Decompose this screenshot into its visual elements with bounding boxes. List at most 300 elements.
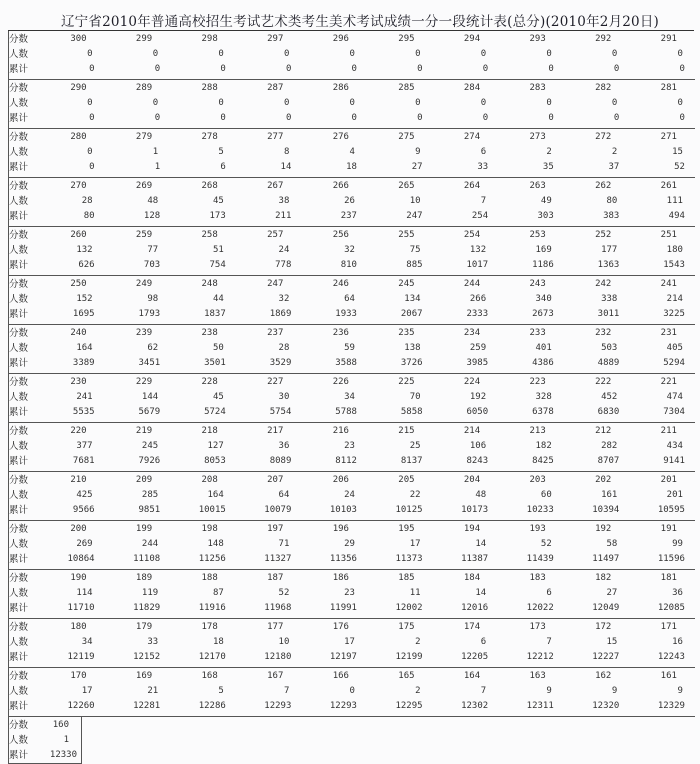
score-column bbox=[170, 178, 236, 226]
score-column bbox=[170, 325, 236, 373]
cum-value: 6830 bbox=[597, 407, 620, 417]
score-column bbox=[629, 80, 695, 128]
score-value: 297 bbox=[267, 34, 284, 44]
score-column bbox=[170, 668, 236, 716]
count-value: 1 bbox=[63, 735, 69, 745]
cum-value: 9141 bbox=[663, 456, 685, 466]
cum-value: 0 bbox=[417, 64, 423, 74]
score-column bbox=[301, 374, 367, 422]
score-column bbox=[564, 276, 630, 324]
row-label-count: 人数 bbox=[9, 49, 29, 60]
count-value: 6 bbox=[546, 588, 552, 598]
row-label-score: 分数 bbox=[9, 671, 29, 682]
score-value: 184 bbox=[463, 573, 481, 583]
count-value: 18 bbox=[212, 637, 224, 647]
score-value: 268 bbox=[201, 181, 218, 191]
row-label-count: 人数 bbox=[9, 392, 29, 403]
cum-value: 254 bbox=[471, 211, 489, 221]
score-value: 250 bbox=[70, 279, 87, 289]
cum-value: 12049 bbox=[592, 603, 620, 613]
score-column bbox=[564, 423, 630, 471]
cum-value: 626 bbox=[78, 260, 95, 270]
row-label-count: 人数 bbox=[9, 490, 29, 501]
cum-value: 128 bbox=[143, 211, 161, 221]
count-value: 64 bbox=[344, 294, 355, 304]
cum-value: 754 bbox=[209, 260, 226, 270]
score-column bbox=[236, 80, 302, 128]
count-value: 5 bbox=[218, 686, 224, 696]
count-value: 9 bbox=[415, 147, 421, 157]
score-value: 273 bbox=[529, 132, 546, 142]
cum-value: 5788 bbox=[335, 407, 357, 417]
score-value: 281 bbox=[660, 83, 677, 93]
score-value: 256 bbox=[332, 230, 349, 240]
score-column bbox=[39, 619, 105, 667]
score-column bbox=[236, 619, 302, 667]
row-label-cum: 累计 bbox=[9, 260, 29, 271]
score-value: 205 bbox=[398, 475, 415, 485]
score-value: 199 bbox=[135, 524, 153, 534]
score-value: 299 bbox=[135, 34, 153, 44]
score-value: 239 bbox=[135, 328, 153, 338]
score-column bbox=[105, 668, 171, 716]
cum-value: 0 bbox=[220, 113, 226, 123]
score-value: 286 bbox=[332, 83, 349, 93]
score-value: 274 bbox=[463, 132, 481, 142]
score-column bbox=[170, 80, 236, 128]
score-column bbox=[498, 80, 564, 128]
score-column bbox=[301, 31, 367, 79]
cum-value: 3726 bbox=[400, 358, 423, 368]
score-value: 254 bbox=[463, 230, 481, 240]
cum-value: 11108 bbox=[133, 554, 161, 564]
cum-value: 11373 bbox=[395, 554, 423, 564]
score-column bbox=[498, 570, 564, 618]
count-value: 60 bbox=[540, 490, 552, 500]
score-column bbox=[301, 129, 367, 177]
score-column bbox=[629, 276, 695, 324]
score-block bbox=[9, 423, 695, 472]
score-column bbox=[39, 80, 105, 128]
count-value: 11 bbox=[409, 588, 421, 598]
cum-value: 2333 bbox=[466, 309, 489, 319]
row-label-cum: 累计 bbox=[9, 162, 29, 173]
count-value: 32 bbox=[344, 245, 355, 255]
cum-value: 3985 bbox=[466, 358, 489, 368]
count-value: 266 bbox=[469, 294, 487, 304]
count-value: 70 bbox=[409, 392, 421, 402]
cum-value: 27 bbox=[411, 162, 423, 172]
count-value: 0 bbox=[677, 49, 683, 59]
count-value: 282 bbox=[601, 441, 618, 451]
count-value: 17 bbox=[81, 686, 93, 696]
count-value: 434 bbox=[666, 441, 683, 451]
cum-value: 5679 bbox=[138, 407, 161, 417]
score-value: 277 bbox=[267, 132, 284, 142]
cum-value: 1017 bbox=[466, 260, 489, 270]
cum-value: 35 bbox=[542, 162, 554, 172]
cum-value: 10233 bbox=[526, 505, 554, 515]
score-value: 180 bbox=[70, 622, 87, 632]
count-value: 8 bbox=[283, 147, 290, 157]
score-column bbox=[367, 31, 433, 79]
score-value: 196 bbox=[332, 524, 349, 534]
count-value: 48 bbox=[147, 196, 159, 206]
count-value: 34 bbox=[81, 637, 93, 647]
cum-value: 3389 bbox=[72, 358, 95, 368]
score-value: 176 bbox=[332, 622, 349, 632]
score-column bbox=[236, 129, 302, 177]
cum-value: 12016 bbox=[461, 603, 489, 613]
score-value: 161 bbox=[660, 671, 677, 681]
cum-value: 12227 bbox=[592, 652, 620, 662]
score-column bbox=[629, 178, 695, 226]
score-value: 300 bbox=[70, 34, 87, 44]
score-block bbox=[9, 619, 695, 668]
count-value: 201 bbox=[666, 490, 683, 500]
score-value: 245 bbox=[398, 279, 415, 289]
count-value: 138 bbox=[404, 343, 421, 353]
score-column bbox=[39, 178, 105, 226]
count-value: 161 bbox=[601, 490, 618, 500]
score-column bbox=[498, 472, 564, 520]
score-value: 241 bbox=[660, 279, 677, 289]
score-column bbox=[105, 227, 171, 275]
count-value: 28 bbox=[278, 343, 290, 353]
score-value: 295 bbox=[398, 34, 415, 44]
score-value: 220 bbox=[70, 426, 87, 436]
count-value: 23 bbox=[344, 588, 355, 598]
row-label-cum: 累计 bbox=[9, 554, 29, 565]
count-value: 152 bbox=[76, 294, 93, 304]
row-label-cum: 累计 bbox=[9, 407, 29, 418]
row-label-cum: 累计 bbox=[9, 701, 29, 712]
count-value: 377 bbox=[76, 441, 93, 451]
score-value: 276 bbox=[332, 132, 349, 142]
score-column bbox=[564, 570, 630, 618]
score-value: 229 bbox=[135, 377, 153, 387]
row-labels bbox=[9, 178, 39, 226]
score-value: 265 bbox=[398, 181, 415, 191]
row-label-score: 分数 bbox=[9, 230, 29, 241]
row-label-count: 人数 bbox=[9, 245, 29, 256]
cum-value: 7304 bbox=[663, 407, 685, 417]
score-value: 194 bbox=[463, 524, 481, 534]
score-value: 172 bbox=[595, 622, 612, 632]
score-column bbox=[367, 129, 433, 177]
count-value: 405 bbox=[666, 343, 683, 353]
count-value: 164 bbox=[207, 490, 224, 500]
cum-value: 12293 bbox=[329, 701, 357, 711]
score-value: 214 bbox=[463, 426, 481, 436]
cum-value: 12205 bbox=[461, 652, 489, 662]
count-value: 58 bbox=[606, 539, 618, 549]
table-title: 辽宁省2010年普通高校招生考试艺术类考生美术考试成绩一分一段统计表(总分)(2010年2月20日) bbox=[60, 14, 660, 30]
score-value: 181 bbox=[660, 573, 677, 583]
score-column bbox=[367, 80, 433, 128]
count-value: 164 bbox=[76, 343, 93, 353]
row-labels bbox=[9, 472, 39, 520]
count-value: 0 bbox=[415, 98, 421, 108]
cum-value: 5294 bbox=[663, 358, 685, 368]
count-value: 50 bbox=[212, 343, 224, 353]
score-column bbox=[498, 276, 564, 324]
cum-value: 11439 bbox=[526, 554, 554, 564]
cum-value: 5858 bbox=[400, 407, 423, 417]
score-value: 278 bbox=[201, 132, 218, 142]
count-value: 1 bbox=[152, 147, 159, 157]
cum-value: 11916 bbox=[198, 603, 226, 613]
count-value: 0 bbox=[349, 49, 355, 59]
score-value: 167 bbox=[267, 671, 284, 681]
score-column bbox=[105, 374, 171, 422]
score-value: 221 bbox=[660, 377, 677, 387]
cum-value: 2067 bbox=[400, 309, 423, 319]
score-value: 226 bbox=[332, 377, 349, 387]
score-value: 228 bbox=[201, 377, 218, 387]
score-value: 287 bbox=[267, 83, 284, 93]
score-block bbox=[9, 325, 695, 374]
row-label-cum: 累计 bbox=[9, 211, 29, 222]
cum-value: 7926 bbox=[138, 456, 161, 466]
score-column bbox=[629, 374, 695, 422]
score-column bbox=[564, 472, 630, 520]
score-column bbox=[39, 472, 105, 520]
count-value: 51 bbox=[212, 245, 224, 255]
row-label-count: 人数 bbox=[9, 196, 29, 207]
score-column bbox=[433, 374, 499, 422]
cum-value: 6378 bbox=[532, 407, 554, 417]
count-value: 0 bbox=[87, 98, 93, 108]
cum-value: 173 bbox=[209, 211, 226, 221]
score-column bbox=[39, 374, 105, 422]
score-column bbox=[629, 325, 695, 373]
count-value: 259 bbox=[469, 343, 487, 353]
count-value: 36 bbox=[278, 441, 290, 451]
score-value: 169 bbox=[135, 671, 153, 681]
cum-value: 9566 bbox=[72, 505, 95, 515]
cum-value: 3529 bbox=[269, 358, 292, 368]
cum-value: 11991 bbox=[329, 603, 357, 613]
score-value: 209 bbox=[135, 475, 153, 485]
row-label-score: 分数 bbox=[9, 573, 29, 584]
score-column bbox=[39, 325, 105, 373]
count-value: 7 bbox=[283, 686, 290, 696]
count-value: 401 bbox=[535, 343, 552, 353]
row-label-score: 分数 bbox=[9, 475, 29, 486]
cum-value: 11327 bbox=[264, 554, 292, 564]
cum-value: 12085 bbox=[657, 603, 685, 613]
score-column bbox=[236, 472, 302, 520]
score-column bbox=[170, 570, 236, 618]
row-label-score: 分数 bbox=[9, 328, 29, 339]
row-labels bbox=[9, 619, 39, 667]
cum-value: 383 bbox=[603, 211, 620, 221]
count-value: 10 bbox=[409, 196, 421, 206]
score-value: 166 bbox=[332, 671, 349, 681]
cum-value: 0 bbox=[548, 64, 554, 74]
score-value: 266 bbox=[332, 181, 349, 191]
score-column bbox=[498, 31, 564, 79]
count-value: 9 bbox=[677, 686, 683, 696]
score-column bbox=[629, 227, 695, 275]
score-value: 200 bbox=[70, 524, 87, 534]
count-value: 0 bbox=[283, 98, 290, 108]
count-value: 16 bbox=[672, 637, 683, 647]
count-value: 192 bbox=[469, 392, 487, 402]
cum-value: 0 bbox=[89, 162, 95, 172]
score-value: 168 bbox=[201, 671, 218, 681]
count-value: 144 bbox=[141, 392, 159, 402]
score-value: 183 bbox=[529, 573, 546, 583]
count-value: 49 bbox=[540, 196, 552, 206]
cum-value: 12152 bbox=[133, 652, 161, 662]
count-value: 32 bbox=[278, 294, 290, 304]
score-value: 271 bbox=[660, 132, 677, 142]
score-column bbox=[564, 31, 630, 79]
count-value: 52 bbox=[278, 588, 290, 598]
score-value: 234 bbox=[463, 328, 481, 338]
row-label-cum: 累计 bbox=[9, 652, 29, 663]
count-value: 0 bbox=[218, 49, 224, 59]
cum-value: 0 bbox=[285, 113, 292, 123]
score-column bbox=[39, 227, 105, 275]
score-value: 198 bbox=[201, 524, 218, 534]
count-value: 182 bbox=[535, 441, 552, 451]
cum-value: 8089 bbox=[269, 456, 292, 466]
score-value: 293 bbox=[529, 34, 546, 44]
cum-value: 12330 bbox=[49, 750, 77, 760]
cum-value: 12311 bbox=[526, 701, 554, 711]
score-column bbox=[564, 227, 630, 275]
cum-value: 0 bbox=[417, 113, 423, 123]
score-column bbox=[236, 423, 302, 471]
row-labels bbox=[9, 521, 39, 569]
score-column bbox=[170, 276, 236, 324]
cum-value: 12302 bbox=[461, 701, 489, 711]
score-block bbox=[9, 374, 695, 423]
count-value: 134 bbox=[404, 294, 421, 304]
score-value: 283 bbox=[529, 83, 546, 93]
row-labels bbox=[9, 80, 39, 128]
score-value: 292 bbox=[595, 34, 612, 44]
count-value: 62 bbox=[147, 343, 159, 353]
count-value: 285 bbox=[141, 490, 159, 500]
count-value: 340 bbox=[535, 294, 552, 304]
count-value: 64 bbox=[278, 490, 290, 500]
score-value: 294 bbox=[463, 34, 481, 44]
score-column bbox=[498, 668, 564, 716]
score-column bbox=[170, 374, 236, 422]
cum-value: 10173 bbox=[461, 505, 489, 515]
count-value: 2 bbox=[415, 637, 421, 647]
score-column bbox=[236, 276, 302, 324]
count-value: 452 bbox=[601, 392, 618, 402]
score-value: 160 bbox=[52, 720, 69, 730]
count-value: 7 bbox=[480, 196, 487, 206]
count-value: 214 bbox=[666, 294, 683, 304]
count-value: 44 bbox=[212, 294, 224, 304]
score-value: 263 bbox=[529, 181, 546, 191]
cum-value: 3451 bbox=[138, 358, 161, 368]
row-label-cum: 累计 bbox=[9, 750, 29, 761]
score-value: 247 bbox=[267, 279, 284, 289]
cum-value: 12295 bbox=[395, 701, 423, 711]
row-labels bbox=[9, 668, 39, 716]
score-column bbox=[105, 423, 171, 471]
score-column bbox=[236, 325, 302, 373]
score-column bbox=[564, 668, 630, 716]
count-value: 244 bbox=[141, 539, 159, 549]
cum-value: 11968 bbox=[264, 603, 292, 613]
score-value: 203 bbox=[529, 475, 546, 485]
count-value: 0 bbox=[87, 147, 93, 157]
row-label-cum: 累计 bbox=[9, 309, 29, 320]
cum-value: 12180 bbox=[264, 652, 292, 662]
cum-value: 80 bbox=[83, 211, 95, 221]
score-value: 282 bbox=[595, 83, 612, 93]
score-column bbox=[367, 325, 433, 373]
score-value: 219 bbox=[135, 426, 153, 436]
count-value: 45 bbox=[212, 392, 224, 402]
score-column bbox=[564, 178, 630, 226]
row-label-score: 分数 bbox=[9, 34, 29, 45]
score-column bbox=[170, 31, 236, 79]
score-value: 211 bbox=[660, 426, 677, 436]
score-column bbox=[105, 276, 171, 324]
score-column bbox=[236, 31, 302, 79]
score-column bbox=[301, 668, 367, 716]
score-value: 246 bbox=[332, 279, 349, 289]
count-value: 48 bbox=[475, 490, 487, 500]
row-label-score: 分数 bbox=[9, 132, 29, 143]
cum-value: 778 bbox=[275, 260, 292, 270]
cum-value: 303 bbox=[537, 211, 554, 221]
count-value: 77 bbox=[147, 245, 159, 255]
cum-value: 0 bbox=[679, 64, 685, 74]
score-value: 244 bbox=[463, 279, 481, 289]
cum-value: 12260 bbox=[67, 701, 95, 711]
score-value: 192 bbox=[595, 524, 612, 534]
cum-value: 5724 bbox=[204, 407, 226, 417]
score-column bbox=[433, 178, 499, 226]
score-column bbox=[564, 80, 630, 128]
count-value: 15 bbox=[672, 147, 683, 157]
count-value: 132 bbox=[76, 245, 93, 255]
count-value: 24 bbox=[278, 245, 290, 255]
score-column bbox=[629, 668, 695, 716]
score-value: 237 bbox=[267, 328, 284, 338]
row-label-count: 人数 bbox=[9, 637, 29, 648]
row-label-count: 人数 bbox=[9, 539, 29, 550]
row-label-score: 分数 bbox=[9, 524, 29, 535]
row-label-score: 分数 bbox=[9, 377, 29, 388]
score-value: 279 bbox=[135, 132, 153, 142]
count-value: 0 bbox=[546, 49, 552, 59]
score-column bbox=[301, 521, 367, 569]
score-column bbox=[433, 276, 499, 324]
score-value: 285 bbox=[398, 83, 415, 93]
row-label-count: 人数 bbox=[9, 735, 29, 746]
score-column bbox=[39, 668, 105, 716]
score-value: 264 bbox=[463, 181, 481, 191]
score-column bbox=[564, 325, 630, 373]
count-value: 52 bbox=[540, 539, 552, 549]
cum-value: 10015 bbox=[198, 505, 226, 515]
score-column bbox=[498, 521, 564, 569]
score-value: 288 bbox=[201, 83, 218, 93]
score-column bbox=[39, 717, 79, 763]
